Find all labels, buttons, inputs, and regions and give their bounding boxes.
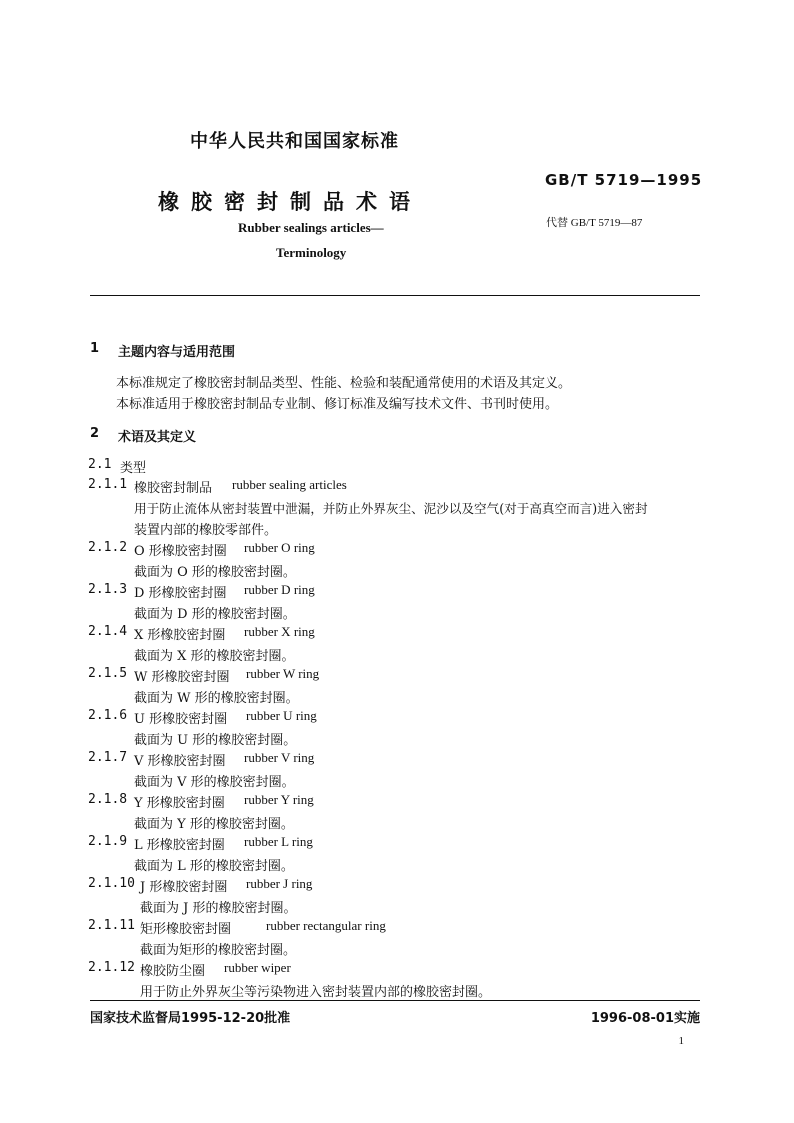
term-name-en: rubber J ring [246, 876, 313, 891]
term-definition: 截面为矩形的橡胶密封圈。 [140, 943, 297, 958]
term-name-cn: D 形橡胶密封圈 [134, 586, 227, 601]
term-definition: 截面为 V 形的橡胶密封圈。 [134, 775, 295, 790]
term-number: 2.1.1 [88, 477, 128, 492]
page-number: 1 [678, 1035, 684, 1047]
term-definition: 截面为 L 形的橡胶密封圈。 [134, 859, 294, 874]
term-name-en: rubber U ring [246, 708, 317, 723]
header-divider [90, 295, 700, 296]
national-standard-heading: 中华人民共和国国家标准 [190, 131, 399, 152]
term-name-cn: 橡胶密封制品 [134, 481, 213, 496]
section-2-heading: 术语及其定义 [118, 430, 197, 445]
document-title-en-line1: Rubber sealings articles— [238, 220, 384, 235]
term-number: 2.1.7 [88, 750, 128, 765]
term-name-cn: 橡胶防尘圈 [140, 964, 206, 979]
section-1-number: 1 [90, 341, 100, 356]
term-name-cn: X 形橡胶密封圈 [134, 628, 226, 643]
term-name-cn: 矩形橡胶密封圈 [140, 922, 232, 937]
term-number: 2.1.2 [88, 540, 128, 555]
term-name-cn: L 形橡胶密封圈 [134, 838, 225, 853]
term-number: 2.1.4 [88, 624, 128, 639]
term-number: 2.1.9 [88, 834, 128, 849]
term-name-en: rubber D ring [244, 582, 315, 597]
term-name-cn: W 形橡胶密封圈 [134, 670, 230, 685]
term-number: 2.1.5 [88, 666, 128, 681]
implementation-date: 1996-08-01实施 [590, 1011, 700, 1026]
term-name-en: rubber rectangular ring [266, 918, 386, 933]
footer-divider [90, 1000, 700, 1001]
subsection-number: 2.1 [88, 457, 112, 472]
term-number: 2.1.12 [88, 960, 135, 975]
term-name-cn: V 形橡胶密封圈 [134, 754, 226, 769]
term-name-cn: J 形橡胶密封圈 [140, 880, 228, 895]
term-name-en: rubber L ring [244, 834, 313, 849]
term-definition: 装置内部的橡胶零部件。 [134, 523, 278, 538]
term-number: 2.1.3 [88, 582, 128, 597]
term-number: 2.1.8 [88, 792, 128, 807]
section-1-heading: 主题内容与适用范围 [118, 345, 236, 360]
term-definition: 截面为 J 形的橡胶密封圈。 [140, 901, 297, 916]
section-1-paragraph: 本标准适用于橡胶密封制品专业制、修订标准及编写技术文件、书刊时使用。 [116, 397, 559, 412]
term-name-cn: Y 形橡胶密封圈 [134, 796, 225, 811]
document-title-cn: 橡胶密封制品术语 [158, 190, 422, 214]
term-name-en: rubber sealing articles [232, 477, 347, 492]
approval-date: 国家技术监督局1995-12-20批准 [90, 1011, 291, 1026]
term-name-cn: U 形橡胶密封圈 [134, 712, 228, 727]
section-2-number: 2 [90, 426, 100, 441]
term-name-cn: O 形橡胶密封圈 [134, 544, 227, 559]
term-name-en: rubber O ring [244, 540, 315, 555]
term-definition: 截面为 W 形的橡胶密封圈。 [134, 691, 299, 706]
term-name-en: rubber wiper [224, 960, 291, 975]
section-1-paragraph: 本标准规定了橡胶密封制品类型、性能、检验和装配通常使用的术语及其定义。 [116, 376, 572, 391]
term-name-en: rubber Y ring [244, 792, 314, 807]
term-definition: 截面为 Y 形的橡胶密封圈。 [134, 817, 294, 832]
term-number: 2.1.11 [88, 918, 135, 933]
subsection-heading: 类型 [120, 461, 147, 476]
term-definition: 截面为 O 形的橡胶密封圈。 [134, 565, 296, 580]
term-number: 2.1.6 [88, 708, 128, 723]
term-name-en: rubber X ring [244, 624, 315, 639]
replaces-standard: 代替 GB/T 5719—87 [546, 217, 643, 229]
term-definition: 截面为 U 形的橡胶密封圈。 [134, 733, 297, 748]
term-definition: 截面为 D 形的橡胶密封圈。 [134, 607, 296, 622]
term-number: 2.1.10 [88, 876, 135, 891]
term-definition: 截面为 X 形的橡胶密封圈。 [134, 649, 295, 664]
document-title-en-line2: Terminology [276, 245, 347, 260]
term-definition: 用于防止流体从密封装置中泄漏，并防止外界灰尘、泥沙以及空气(对于高真空而言)进入密封 [134, 501, 648, 516]
term-definition: 用于防止外界灰尘等污染物进入密封装置内部的橡胶密封圈。 [140, 985, 492, 1000]
standard-code: GB/T 5719—1995 [545, 171, 703, 189]
term-name-en: rubber V ring [244, 750, 315, 765]
term-name-en: rubber W ring [246, 666, 320, 681]
